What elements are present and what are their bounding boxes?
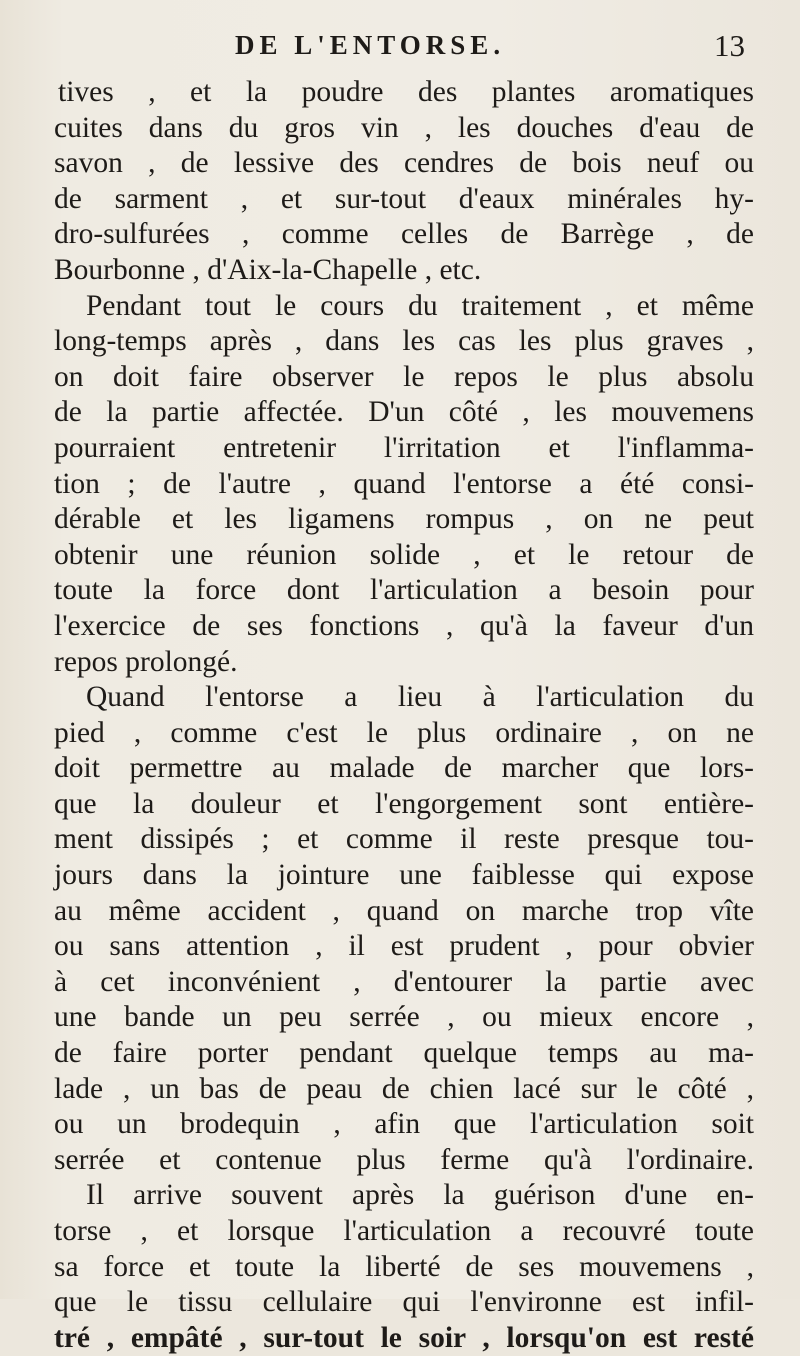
text-line: sa force et toute la liberté de ses mouvemens , bbox=[54, 1250, 754, 1283]
text-line: obtenir une réunion solide , et le retour de bbox=[54, 538, 754, 571]
text-line: doit permettre au malade de marcher que lors- bbox=[54, 752, 754, 785]
text-line: pourraient entretenir l'irritation et l'inflamma- bbox=[54, 431, 754, 464]
text-line: Pendant tout le cours du traitement , et même bbox=[86, 289, 754, 322]
text-line: de la partie affectée. D'un côté , les mouvemens bbox=[54, 396, 754, 429]
text-line: tion ; de l'autre , quand l'entorse a été consi- bbox=[54, 467, 754, 500]
text-line: tives , et la poudre des plantes aromatiques bbox=[58, 76, 754, 108]
text-line: ou un brodequin , afin que l'articulation soit bbox=[54, 1108, 754, 1141]
text-line: à cet inconvénient , d'entourer la partie avec bbox=[54, 965, 754, 998]
text-line: lade , un bas de peau de chien lacé sur le côté , bbox=[54, 1072, 754, 1105]
running-title: DE L'ENTORSE. bbox=[235, 30, 506, 60]
text-line: de sarment , et sur-tout d'eaux minérales hy- bbox=[54, 182, 754, 215]
text-line: dérable et les ligamens rompus , on ne peut bbox=[54, 503, 754, 536]
text-line: dro-sulfurées , comme celles de Barrège , de bbox=[54, 218, 754, 251]
text-line: serrée et contenue plus ferme qu'à l'ordinaire. bbox=[54, 1143, 754, 1176]
text-line: au même accident , quand on marche trop vîte bbox=[54, 894, 754, 927]
text-line: l'exercice de ses fonctions , qu'à la faveur d'un bbox=[54, 609, 754, 642]
text-line: Bourbonne , d'Aix-la-Chapelle , etc. bbox=[54, 253, 482, 286]
text-line: ment dissipés ; et comme il reste presque tou- bbox=[54, 823, 754, 856]
page-number: 13 bbox=[714, 28, 745, 63]
text-line: que la douleur et l'engorgement sont entière- bbox=[54, 787, 754, 820]
text-line: torse , et lorsque l'articulation a recouvré toute bbox=[54, 1215, 754, 1247]
text-line: repos prolongé. bbox=[54, 645, 238, 678]
text-line: de faire porter pendant quelque temps au ma- bbox=[54, 1037, 754, 1070]
text-line: Il arrive souvent après la guérison d'une en- bbox=[86, 1179, 754, 1212]
body-text bbox=[54, 75, 754, 1356]
text-line: long-temps après , dans les cas les plus graves , bbox=[54, 325, 754, 358]
text-line: Quand l'entorse a lieu à l'articulation du bbox=[86, 681, 754, 714]
text-line: savon , de lessive des cendres de bois neuf ou bbox=[54, 147, 754, 180]
text-line: on doit faire observer le repos le plus absolu bbox=[54, 360, 754, 393]
text-line: ou sans attention , il est prudent , pour obvier bbox=[54, 930, 754, 963]
text-line: cuites dans du gros vin , les douches d'eau de bbox=[54, 111, 754, 144]
text-line: tré , empâté , sur-tout le soir , lorsqu'on est resté bbox=[54, 1321, 754, 1354]
text-line: jours dans la jointure une faiblesse qui expose bbox=[54, 859, 754, 892]
text-line: une bande un peu serrée , ou mieux encore , bbox=[54, 1001, 754, 1034]
text-line: que le tissu cellulaire qui l'environne est infil- bbox=[54, 1286, 754, 1319]
text-line: toute la force dont l'articulation a besoin pour bbox=[54, 574, 754, 607]
text-line: pied , comme c'est le plus ordinaire , on ne bbox=[54, 716, 754, 749]
running-head bbox=[55, 30, 745, 70]
